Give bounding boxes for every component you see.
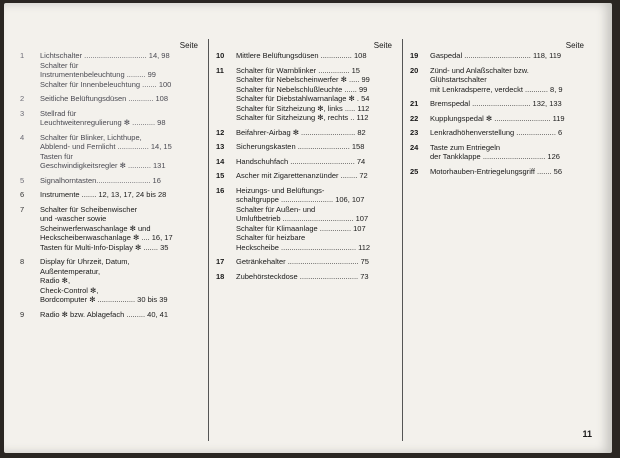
legend-text-line: Schalter für Nebelschlußleuchte ...... 99 [236, 84, 368, 94]
legend-text-line: Heckscheibenwaschanlage ✻ .... 16, 17 [40, 233, 173, 242]
legend-text-line: Schalter für Sitzheizung ✻, rechts .. 112 [236, 113, 369, 122]
legend-text-line: mit Lenkradsperre, verdeckt ........... 8, 9 [430, 84, 563, 94]
legend-text-line: Radio ✻ bzw. Ablagefach ......... 40, 41 [40, 309, 169, 319]
legend-number: 24 [410, 142, 419, 152]
legend-text-line: Lenkradhöhenverstellung ................... 6 [430, 128, 563, 137]
legend-number: 7 [20, 204, 25, 214]
legend-number: 11 [216, 65, 224, 75]
legend-text-line: Kupplungspedal ✻ ........................... 119 [430, 113, 565, 123]
seite-header: Seite [373, 41, 392, 50]
legend-entry [410, 143, 586, 162]
legend-number: 12 [216, 127, 225, 137]
legend-text-line: Lichtschalter .............................. 14, 98 [40, 51, 170, 60]
legend-text-line: Schalter für Blinker, Lichthupe, [40, 132, 142, 142]
legend-entry [20, 133, 200, 171]
legend-entry [216, 66, 394, 123]
legend-entry [410, 66, 586, 95]
legend-entry [216, 157, 394, 167]
legend-entry [20, 257, 200, 305]
legend-number: 2 [20, 94, 25, 103]
legend-text-line: Getränkehalter .................................. 75 [236, 257, 369, 266]
legend-text-line: Display für Uhrzeit, Datum, [40, 257, 130, 266]
legend-number: 10 [216, 51, 225, 60]
legend-text-line: schaltgruppe ......................... 106, 107 [236, 195, 365, 204]
legend-text-line: Schalter für heizbare [236, 233, 306, 242]
column-2 [216, 41, 394, 286]
legend-entry [410, 167, 586, 177]
legend-text-line: der Tankklappe .............................. 126 [430, 152, 560, 161]
legend-text-line: Umluftbetrieb .................................. 107 [236, 214, 369, 223]
legend-text-line: Signalhorntasten.......................... 16 [40, 175, 161, 185]
legend-text-line: Zubehörsteckdose ............................ 73 [236, 271, 369, 281]
column-3 [410, 41, 586, 181]
legend-text-line: Mittlere Belüftungsdüsen ............... 108 [236, 51, 367, 60]
legend-number: 17 [216, 257, 225, 266]
legend-text-line: Schalter für Nebelscheinwerfer ✻ ..... 99 [236, 75, 370, 84]
legend-number: 9 [20, 309, 25, 319]
legend-text-line: Tasten für [40, 151, 73, 161]
legend-number: 13 [216, 142, 225, 151]
legend-text-line: Außentemperatur, [40, 266, 101, 276]
legend-entry [20, 190, 200, 200]
legend-number: 5 [20, 175, 25, 185]
legend-entry [20, 310, 200, 320]
legend-text-line: Schalter für Sitzheizung ✻, links ..... 112 [236, 103, 370, 113]
seite-header: Seite [565, 41, 584, 50]
legend-number: 8 [20, 257, 25, 266]
legend-entry [216, 171, 394, 181]
legend-text-line: Beifahrer-Airbag ✻ .......................... 82 [236, 127, 366, 137]
legend-number: 3 [20, 108, 25, 118]
legend-text-line: Schalter für Klimaanlage ............... 107 [236, 223, 366, 233]
legend-text-line: und -wascher sowie [40, 214, 107, 223]
legend-entry [20, 109, 200, 128]
manual-page [4, 3, 612, 453]
legend-text-line: Schalter für [40, 60, 79, 70]
legend-text-line: Heckscheibe .................................... 112 [236, 242, 371, 252]
legend-entry [216, 186, 394, 253]
legend-entry [410, 99, 586, 109]
legend-text-line: Abblend- und Fernlicht ............... 14, 15 [40, 142, 172, 151]
legend-text-line: Schalter für Scheibenwischer [40, 204, 138, 214]
legend-entry [216, 128, 394, 138]
legend-text-line: Stellrad für [40, 108, 77, 118]
legend-entry [216, 272, 394, 282]
legend-number: 22 [410, 113, 419, 123]
legend-number: 20 [410, 65, 419, 75]
legend-text-line: Geschwindigkeitsregler ✻ ........... 131 [40, 161, 166, 170]
legend-number: 1 [20, 51, 25, 60]
legend-text-line: Sicherungskasten ......................... 158 [236, 142, 365, 151]
seite-header: Seite [179, 41, 198, 50]
legend-text-line: Glühstartschalter [430, 75, 487, 84]
legend-text-line: Bordcomputer ✻ .................. 30 bis 39 [40, 295, 168, 304]
legend-entry [20, 205, 200, 253]
legend-text-line: Scheinwerferwaschanlage ✻ und [40, 223, 151, 233]
legend-number: 23 [410, 128, 419, 137]
legend-text-line: Schalter für Außen- und [236, 204, 316, 214]
legend-number: 21 [410, 99, 419, 108]
legend-number: 25 [410, 166, 419, 176]
legend-entry [20, 176, 200, 186]
legend-entry [216, 51, 394, 61]
legend-entry [410, 51, 586, 61]
legend-entry [216, 257, 394, 267]
legend-text-line: Tasten für Multi-Info-Display ✻ ....... 35 [40, 242, 169, 252]
legend-entry [20, 51, 200, 89]
legend-text-line: Motorhauben-Entriegelungsgriff ....... 56 [430, 166, 563, 176]
legend-entry [216, 142, 394, 152]
legend-number: 16 [216, 185, 225, 195]
legend-text-line: Heizungs- und Belüftungs- [236, 185, 325, 195]
legend-text-line: Radio ✻, [40, 276, 71, 285]
legend-text-line: Bremspedal ............................ 132, 133 [430, 99, 562, 108]
page-number: 11 [582, 429, 592, 439]
legend-text-line: Leuchtweitenregulierung ✻ ........... 98 [40, 118, 166, 127]
legend-entry [410, 128, 586, 138]
legend-number: 14 [216, 156, 225, 166]
column-1 [20, 41, 200, 324]
legend-entry [410, 114, 586, 124]
legend-text-line: Schalter für Warnblinker ............... 15 [236, 65, 360, 75]
legend-number: 18 [216, 271, 225, 281]
legend-text-line: Ascher mit Zigarettenanzünder ........ 72 [236, 171, 368, 180]
legend-number: 6 [20, 190, 25, 199]
legend-entry [20, 94, 200, 104]
legend-text-line: Check-Control ✻, [40, 285, 99, 295]
legend-text-line: Instrumente ....... 12, 13, 17, 24 bis 28 [40, 190, 167, 199]
column-divider [208, 39, 209, 441]
legend-text-line: Gaspedal ................................ 118, 119 [430, 51, 562, 60]
legend-text-line: Schalter für Innenbeleuchtung ....... 100 [40, 79, 172, 89]
legend-number: 4 [20, 132, 25, 142]
legend-text-line: Seitliche Belüftungsdüsen ............ 108 [40, 94, 168, 103]
legend-text-line: Instrumentenbeleuchtung ......... 99 [40, 70, 156, 79]
column-divider [402, 39, 403, 441]
legend-text-line: Handschuhfach ............................... 74 [236, 156, 366, 166]
legend-number: 19 [410, 51, 419, 60]
legend-number: 15 [216, 171, 225, 180]
legend-text-line: Taste zum Entriegeln [430, 142, 501, 152]
legend-text-line: Schalter für Diebstahlwarnanlage ✻ . 54 [236, 94, 370, 103]
legend-text-line: Zünd- und Anlaßschalter bzw. [430, 65, 529, 75]
